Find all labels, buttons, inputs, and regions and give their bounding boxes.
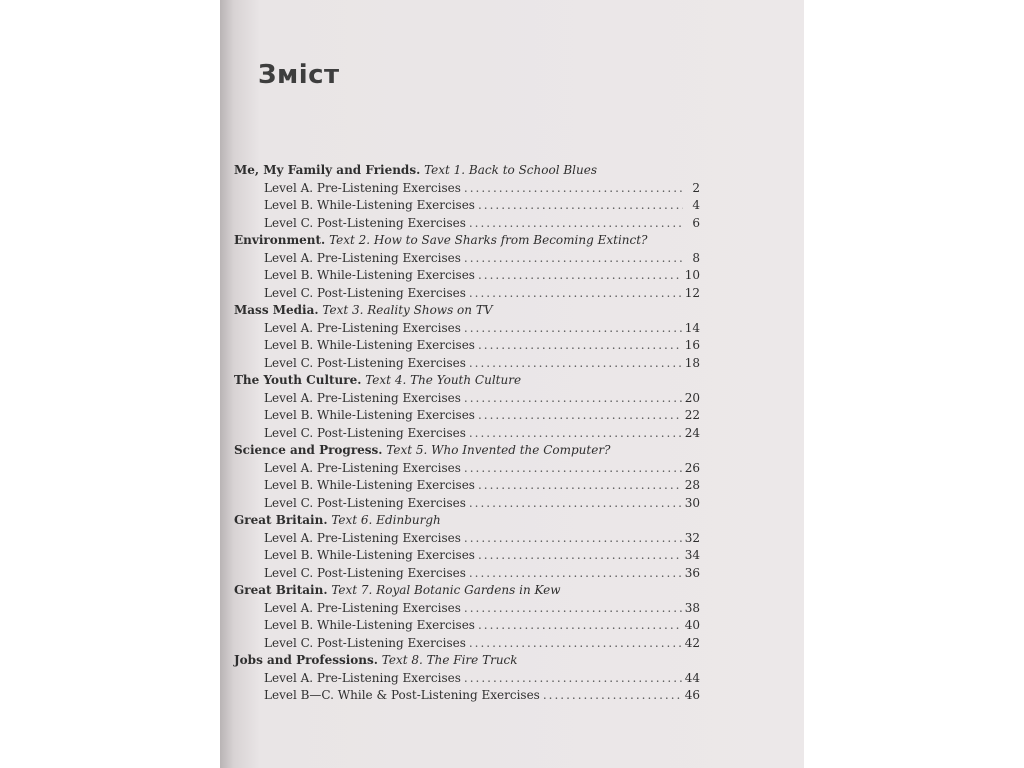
toc-entry [234,460,700,478]
toc-entry [234,687,700,705]
entry-label: Level A. Pre-Listening Exercises [264,600,461,615]
page-number: 6 [692,215,700,230]
toc-entry [234,547,700,565]
unit-name: Great Britain. [234,583,328,597]
toc-entry [234,495,700,513]
toc-unit [234,232,700,302]
dot-leader [469,425,682,443]
page-number: 46 [684,688,700,702]
dot-leader [464,320,682,338]
dot-leader [478,337,682,355]
unit-name: Great Britain. [234,513,328,527]
page-number: 16 [684,338,700,352]
dot-leader [478,267,682,285]
dot-leader [469,215,683,233]
dot-leader [464,390,682,408]
entry-label: Level A. Pre-Listening Exercises [264,530,461,545]
entry-label: Level B. While-Listening Exercises [264,338,475,352]
entry-label: Level B. While-Listening Exercises [264,198,475,212]
page-number: 20 [684,390,700,405]
toc-unit [234,652,700,705]
toc-unit [234,582,700,652]
unit-heading [234,442,700,460]
dot-leader [464,530,682,548]
dot-leader [478,547,682,565]
page-number: 34 [684,548,700,562]
page-number: 40 [684,618,700,632]
unit-heading [234,372,700,390]
entry-label: Level C. Post-Listening Exercises [264,495,466,510]
page-number: 24 [684,425,700,440]
page-title: Зміст [258,60,340,90]
page-number: 10 [684,268,700,282]
unit-heading [234,162,700,180]
unit-heading [234,512,700,530]
book-page [220,0,804,768]
dot-leader [469,285,682,303]
toc-entry [234,267,700,285]
page-number: 22 [684,408,700,422]
unit-name: Mass Media. [234,303,319,317]
toc-entry [234,425,700,443]
page-number: 4 [692,198,700,212]
dot-leader [478,407,682,425]
entry-label: Level C. Post-Listening Exercises [264,565,466,580]
toc-unit [234,302,700,372]
page-number: 36 [684,565,700,580]
unit-text-title: Text 8. The Fire Truck [381,653,518,667]
toc-entry [234,215,700,233]
unit-text-title: Text 7. Royal Botanic Gardens in Kew [331,583,561,597]
toc-entry [234,407,700,425]
unit-name: Science and Progress. [234,443,383,457]
table-of-contents [234,162,700,705]
unit-name: Jobs and Professions. [234,653,378,667]
toc-entry [234,635,700,653]
toc-entry [234,180,700,198]
toc-entry [234,600,700,618]
page-number: 30 [684,495,700,510]
toc-entry [234,250,700,268]
entry-label: Level A. Pre-Listening Exercises [264,320,461,335]
entry-label: Level A. Pre-Listening Exercises [264,250,461,265]
page-number: 32 [684,530,700,545]
toc-entry [234,285,700,303]
toc-entry [234,617,700,635]
entry-label: Level C. Post-Listening Exercises [264,425,466,440]
toc-entry [234,390,700,408]
page-number: 8 [692,250,700,265]
unit-text-title: Text 6. Edinburgh [331,513,441,527]
dot-leader [478,617,682,635]
entry-label: Level A. Pre-Listening Exercises [264,180,461,195]
dot-leader [469,355,682,373]
toc-entry [234,530,700,548]
unit-heading [234,582,700,600]
unit-text-title: Text 3. Reality Shows on TV [322,303,493,317]
entry-label: Level C. Post-Listening Exercises [264,355,466,370]
dot-leader [469,635,682,653]
toc-entry [234,320,700,338]
dot-leader [464,250,683,268]
entry-label: Level B—C. While & Post-Listening Exercises [264,688,540,702]
entry-label: Level B. While-Listening Exercises [264,548,475,562]
toc-entry [234,355,700,373]
entry-label: Level B. While-Listening Exercises [264,478,475,492]
dot-leader [469,565,682,583]
page-number: 38 [684,600,700,615]
page-number: 26 [684,460,700,475]
toc-unit [234,512,700,582]
dot-leader [464,180,683,198]
entry-label: Level B. While-Listening Exercises [264,268,475,282]
page-number: 18 [684,355,700,370]
entry-label: Level B. While-Listening Exercises [264,408,475,422]
entry-label: Level C. Post-Listening Exercises [264,285,466,300]
unit-text-title: Text 4. The Youth Culture [365,373,522,387]
dot-leader [478,477,682,495]
dot-leader [464,460,682,478]
toc-entry [234,670,700,688]
toc-entry [234,337,700,355]
toc-unit [234,162,700,232]
page-number: 14 [684,320,700,335]
dot-leader [464,670,682,688]
dot-leader [469,495,682,513]
page-number: 12 [684,285,700,300]
entry-label: Level B. While-Listening Exercises [264,618,475,632]
toc-entry [234,197,700,215]
entry-label: Level A. Pre-Listening Exercises [264,670,461,685]
entry-label: Level C. Post-Listening Exercises [264,215,466,230]
unit-name: Environment. [234,233,326,247]
entry-label: Level A. Pre-Listening Exercises [264,460,461,475]
dot-leader [543,687,682,705]
entry-label: Level A. Pre-Listening Exercises [264,390,461,405]
unit-name: Me, My Family and Friends. [234,163,421,177]
toc-entry [234,565,700,583]
page-number: 28 [684,478,700,492]
toc-unit [234,372,700,442]
unit-heading [234,652,700,670]
unit-text-title: Text 2. How to Save Sharks from Becoming Extinct? [329,233,648,247]
toc-entry [234,477,700,495]
unit-text-title: Text 1. Back to School Blues [424,163,597,177]
unit-text-title: Text 5. Who Invented the Computer? [386,443,611,457]
dot-leader [478,197,683,215]
unit-heading [234,302,700,320]
unit-name: The Youth Culture. [234,373,362,387]
page-number: 2 [692,180,700,195]
entry-label: Level C. Post-Listening Exercises [264,635,466,650]
unit-heading [234,232,700,250]
toc-unit [234,442,700,512]
dot-leader [464,600,682,618]
page-number: 42 [684,635,700,650]
page-number: 44 [684,670,700,685]
